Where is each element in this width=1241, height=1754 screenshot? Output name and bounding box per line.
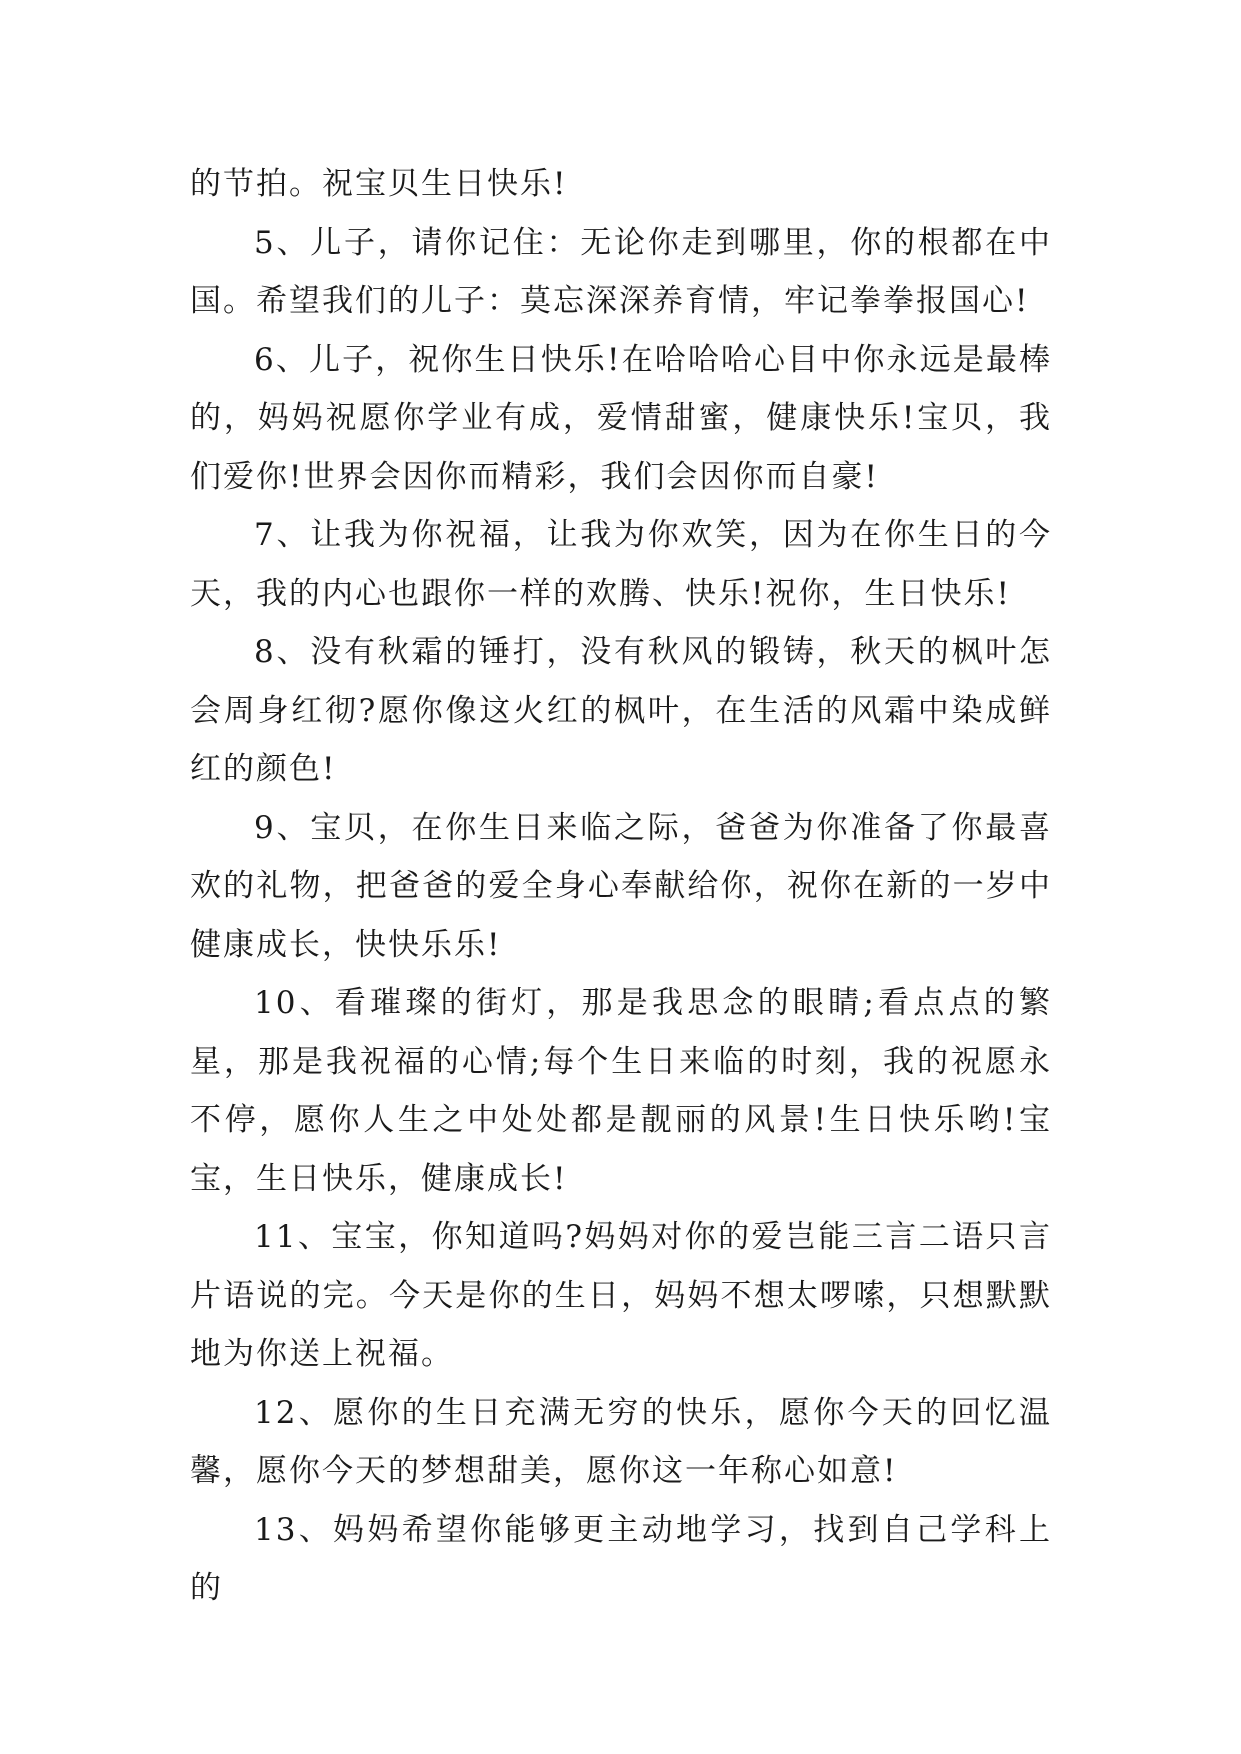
paragraph-item-12: 12、愿你的生日充满无穷的快乐，愿你今天的回忆温馨，愿你今天的梦想甜美，愿你这一年称心如意! [190, 1394, 1052, 1489]
paragraph-item-9: 9、宝贝，在你生日来临之际，爸爸为你准备了你最喜欢的礼物，把爸爸的爱全身心奉献给你，祝你在新的一岁中健康成长，快快乐乐! [190, 809, 1052, 963]
paragraph-continuation: 的节拍。祝宝贝生日快乐! [190, 166, 568, 202]
paragraph-item-7: 7、让我为你祝福，让我为你欢笑，因为在你生日的今天，我的内心也跟你一样的欢腾、快乐!祝你，生日快乐! [190, 517, 1052, 612]
paragraph-item-8: 8、没有秋霜的锤打，没有秋风的锻铸，秋天的枫叶怎会周身红彻?愿你像这火红的枫叶，在生活的风霜中染成鲜红的颜色! [190, 634, 1052, 787]
paragraph-item-13: 13、妈妈希望你能够更主动地学习，找到自己学科上的 [190, 1511, 1052, 1606]
document-body [190, 155, 1052, 1618]
paragraph-item-6: 6、儿子，祝你生日快乐!在哈哈哈心目中你永远是最棒的，妈妈祝愿你学业有成，爱情甜蜜，健康快乐!宝贝，我们爱你!世界会因你而精彩，我们会因你而自豪! [190, 341, 1052, 495]
paragraph-item-11: 11、宝宝，你知道吗?妈妈对你的爱岂能三言二语只言片语说的完。今天是你的生日，妈妈不想太啰嗦，只想默默地为你送上祝福。 [190, 1219, 1052, 1372]
paragraph-item-5: 5、儿子，请你记住：无论你走到哪里，你的根都在中国。希望我们的儿子：莫忘深深养育情，牢记拳拳报国心! [190, 224, 1052, 319]
paragraph-item-10: 10、看璀璨的街灯，那是我思念的眼睛;看点点的繁星，那是我祝福的心情;每个生日来临的时刻，我的祝愿永不停，愿你人生之中处处都是靓丽的风景!生日快乐哟!宝宝，生日快乐，健康成长! [190, 985, 1052, 1197]
